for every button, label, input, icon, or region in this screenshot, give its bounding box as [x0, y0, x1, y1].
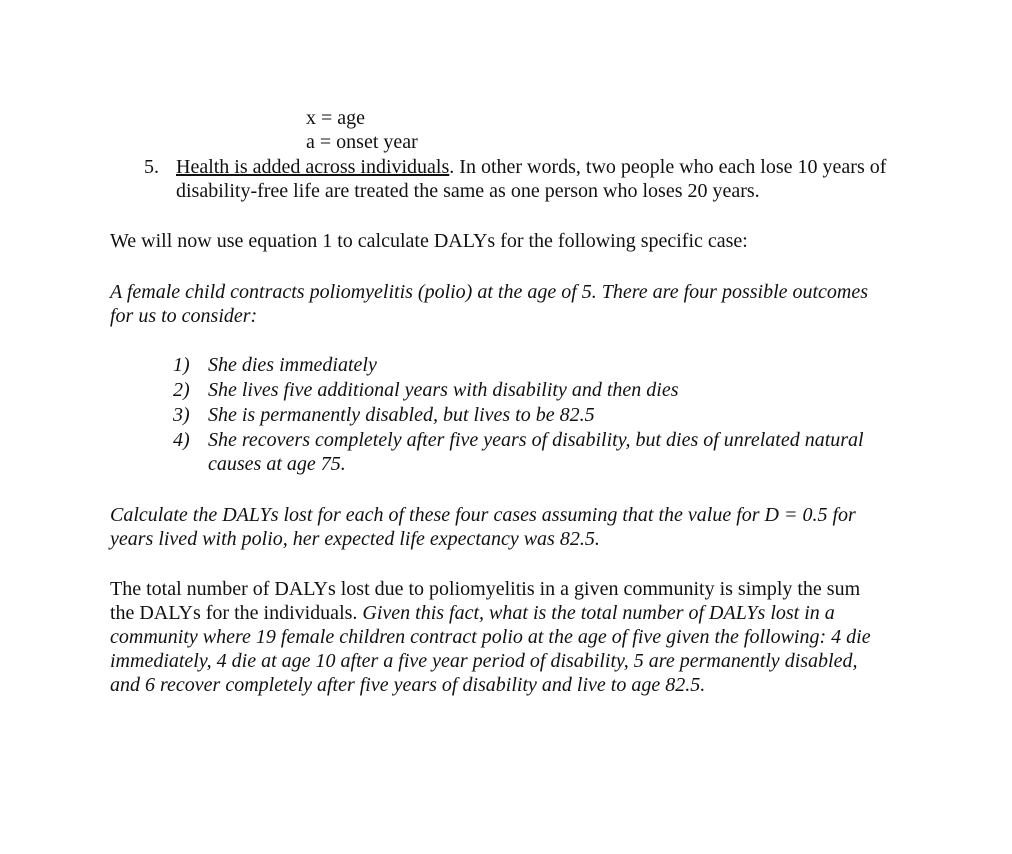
calculate-paragraph	[110, 503, 970, 551]
item-5-number: 5.	[144, 156, 159, 178]
case-paragraph	[110, 280, 970, 328]
item-5-rest-text: . In other words, two people who each lose 10 years of	[449, 156, 887, 178]
total-line-4: immediately, 4 die at age 10 after a five year period of disability, 5 are permanently disabled,	[110, 650, 858, 672]
outcome-1-number: 1)	[173, 354, 190, 376]
outcome-4-text-line-1: She recovers completely after five years of disability, but dies of unrelated natural	[208, 429, 864, 451]
intro-paragraph: We will now use equation 1 to calculate DALYs for the following specific case:	[110, 230, 748, 252]
item-5-underlined-text: Health is added across individuals	[176, 156, 450, 178]
total-paragraph	[110, 577, 970, 697]
outcome-2-text: She lives five additional years with disability and then dies	[208, 379, 679, 401]
total-line-3: community where 19 female children contract polio at the age of five given the following: 4 die	[110, 626, 871, 648]
outcome-4-text-line-2: causes at age 75.	[208, 453, 346, 475]
case-line-2: for us to consider:	[110, 305, 258, 327]
total-line-2-italic: Given this fact, what is the total number of DALYs lost in a	[362, 602, 835, 624]
case-line-1: A female child contracts poliomyelitis (polio) at the age of 5. There are four possible outcomes	[110, 281, 869, 303]
outcome-4-number: 4)	[173, 429, 190, 451]
total-line-5: and 6 recover completely after five years of disability and live to age 82.5.	[110, 674, 706, 696]
definition-a: a = onset year	[306, 131, 418, 153]
definition-x: x = age	[306, 107, 366, 129]
total-line-2	[110, 601, 970, 625]
total-line-2-plain: the DALYs for the individuals.	[110, 602, 363, 624]
outcome-3-text: She is permanently disabled, but lives to be 82.5	[208, 404, 595, 426]
outcome-2-number: 2)	[173, 379, 190, 401]
total-line-1: The total number of DALYs lost due to poliomyelitis in a given community is simply the sum	[110, 578, 861, 600]
item-5-line-2: disability-free life are treated the same as one person who loses 20 years.	[176, 180, 760, 202]
outcome-1-text: She dies immediately	[208, 354, 377, 376]
calculate-line-2: years lived with polio, her expected life expectancy was 82.5.	[110, 528, 600, 550]
calculate-line-1: Calculate the DALYs lost for each of these four cases assuming that the value for D = 0.5 for	[110, 504, 856, 526]
item-5-line-1	[176, 155, 886, 179]
outcome-3-number: 3)	[173, 404, 190, 426]
